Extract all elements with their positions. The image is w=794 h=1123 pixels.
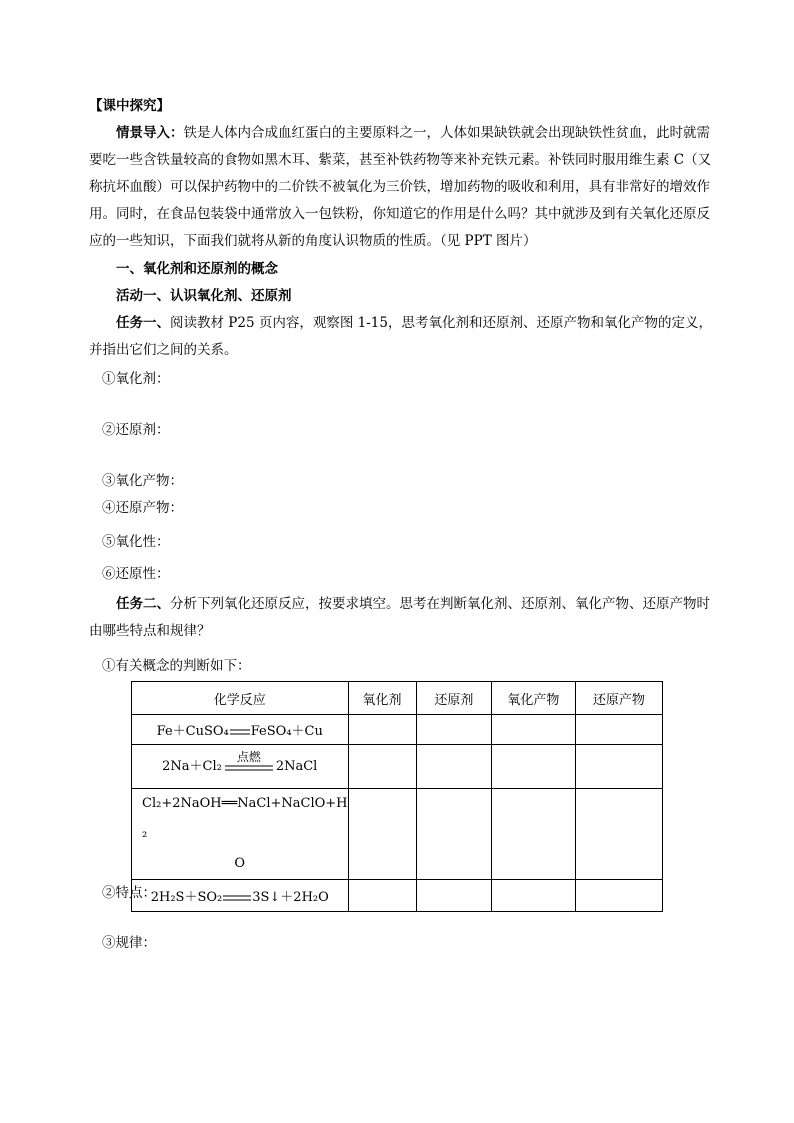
answer-cell[interactable]	[416, 880, 492, 912]
reaction-cell	[132, 715, 349, 745]
answer-cell[interactable]	[416, 789, 492, 880]
equals-sign-icon	[224, 764, 274, 772]
task-two-item-three: ③规律：	[102, 935, 156, 951]
heading-concepts: 一、氧化剂和还原剂的概念	[116, 261, 278, 277]
answer-cell[interactable]	[348, 789, 416, 880]
reaction-cell	[132, 880, 349, 912]
table-row	[132, 715, 663, 745]
table-row	[132, 789, 663, 880]
answer-cell[interactable]	[348, 880, 416, 912]
reaction-rhs: FeSO₄＋Cu	[250, 724, 323, 739]
table-row	[132, 880, 663, 912]
item-reducing-property: ⑥还原性：	[102, 566, 170, 582]
answer-cell[interactable]	[348, 745, 416, 789]
answer-cell[interactable]	[575, 789, 662, 880]
item-reduction-product: ④还原产物：	[102, 500, 183, 516]
header-reductant: 还原剂	[416, 682, 492, 715]
item-reductant: ②还原剂：	[102, 422, 170, 438]
task-two-paragraph	[89, 591, 721, 645]
intro-text: 铁是人体内合成血红蛋白的主要原料之一，人体如果缺铁就会出现缺铁性贫血，此时就需要吃一些含铁量较高的食物如黑木耳、紫菜，甚至补铁药物等来补充铁元素。补铁同时服用维生素 C（又称抗坏血酸）可以保护药物中的二价铁不被氧化为三价铁，增加药物的吸收和利用，具有非常好的增效作用。同时，在食品包装袋中通常放入一包铁粉，你知道它的作用是什么吗？其中就涉及到有关氧化还原反应的一些知识，下面我们就将从新的角度认识物质的性质。（见 PPT 图片）	[89, 125, 712, 249]
intro-label: 情景导入：	[116, 125, 184, 141]
reaction-cell	[132, 745, 349, 789]
answer-cell[interactable]	[348, 715, 416, 745]
reaction-line-1: Cl₂+2NaOH══NaCl+NaClO+H ₂	[142, 796, 348, 841]
reaction-line-2: O	[234, 856, 246, 871]
answer-cell[interactable]	[416, 745, 492, 789]
header-oxidant: 氧化剂	[348, 682, 416, 715]
answer-cell[interactable]	[492, 880, 575, 912]
intro-paragraph	[89, 120, 721, 255]
answer-cell[interactable]	[492, 789, 575, 880]
item-oxidant: ①氧化剂：	[102, 371, 170, 387]
answer-cell[interactable]	[575, 715, 662, 745]
reaction-cell	[132, 789, 349, 880]
task-two-item-one: ①有关概念的判断如下：	[102, 658, 251, 674]
header-reduction-product: 还原产物	[575, 682, 662, 715]
task-one-label: 任务一、	[116, 315, 170, 331]
task-two-label: 任务二、	[116, 596, 170, 612]
table-header-row	[132, 682, 663, 715]
reaction-rhs: 3S↓＋2H₂O	[252, 890, 329, 905]
header-oxidation-product: 氧化产物	[492, 682, 575, 715]
reaction-lhs: Fe＋CuSO₄	[156, 724, 229, 739]
activity-one-title: 活动一、认识氧化剂、还原剂	[116, 288, 292, 304]
table-row	[132, 745, 663, 789]
answer-cell[interactable]	[492, 745, 575, 789]
reaction-lhs: 2H₂S＋SO₂	[150, 890, 223, 905]
task-two-item-two: ②特点：	[102, 885, 156, 901]
item-oxidizing-property: ⑤氧化性：	[102, 534, 170, 550]
reaction-table	[131, 681, 663, 912]
reaction-lhs: 2Na＋Cl₂	[162, 759, 222, 775]
equals-sign-icon	[222, 894, 252, 902]
reaction-condition: 点燃	[236, 749, 261, 764]
answer-cell[interactable]	[492, 715, 575, 745]
task-one-paragraph	[89, 310, 721, 364]
answer-cell[interactable]	[575, 745, 662, 789]
item-oxidation-product: ③氧化产物：	[102, 473, 183, 489]
answer-cell[interactable]	[575, 880, 662, 912]
header-reaction: 化学反应	[132, 682, 349, 715]
task-one-text: 阅读教材 P25 页内容，观察图 1-15，思考氧化剂和还原剂、还原产物和氧化产物的定义，并指出它们之间的关系。	[89, 315, 712, 358]
answer-cell[interactable]	[416, 715, 492, 745]
equals-sign-icon	[229, 728, 251, 736]
reaction-rhs: 2NaCl	[275, 759, 318, 775]
section-title: 【课中探究】	[89, 98, 170, 114]
task-two-text: 分析下列氧化还原反应，按要求填空。思考在判断氧化剂、还原剂、氧化产物、还原产物时由哪些特点和规律？	[89, 596, 710, 639]
